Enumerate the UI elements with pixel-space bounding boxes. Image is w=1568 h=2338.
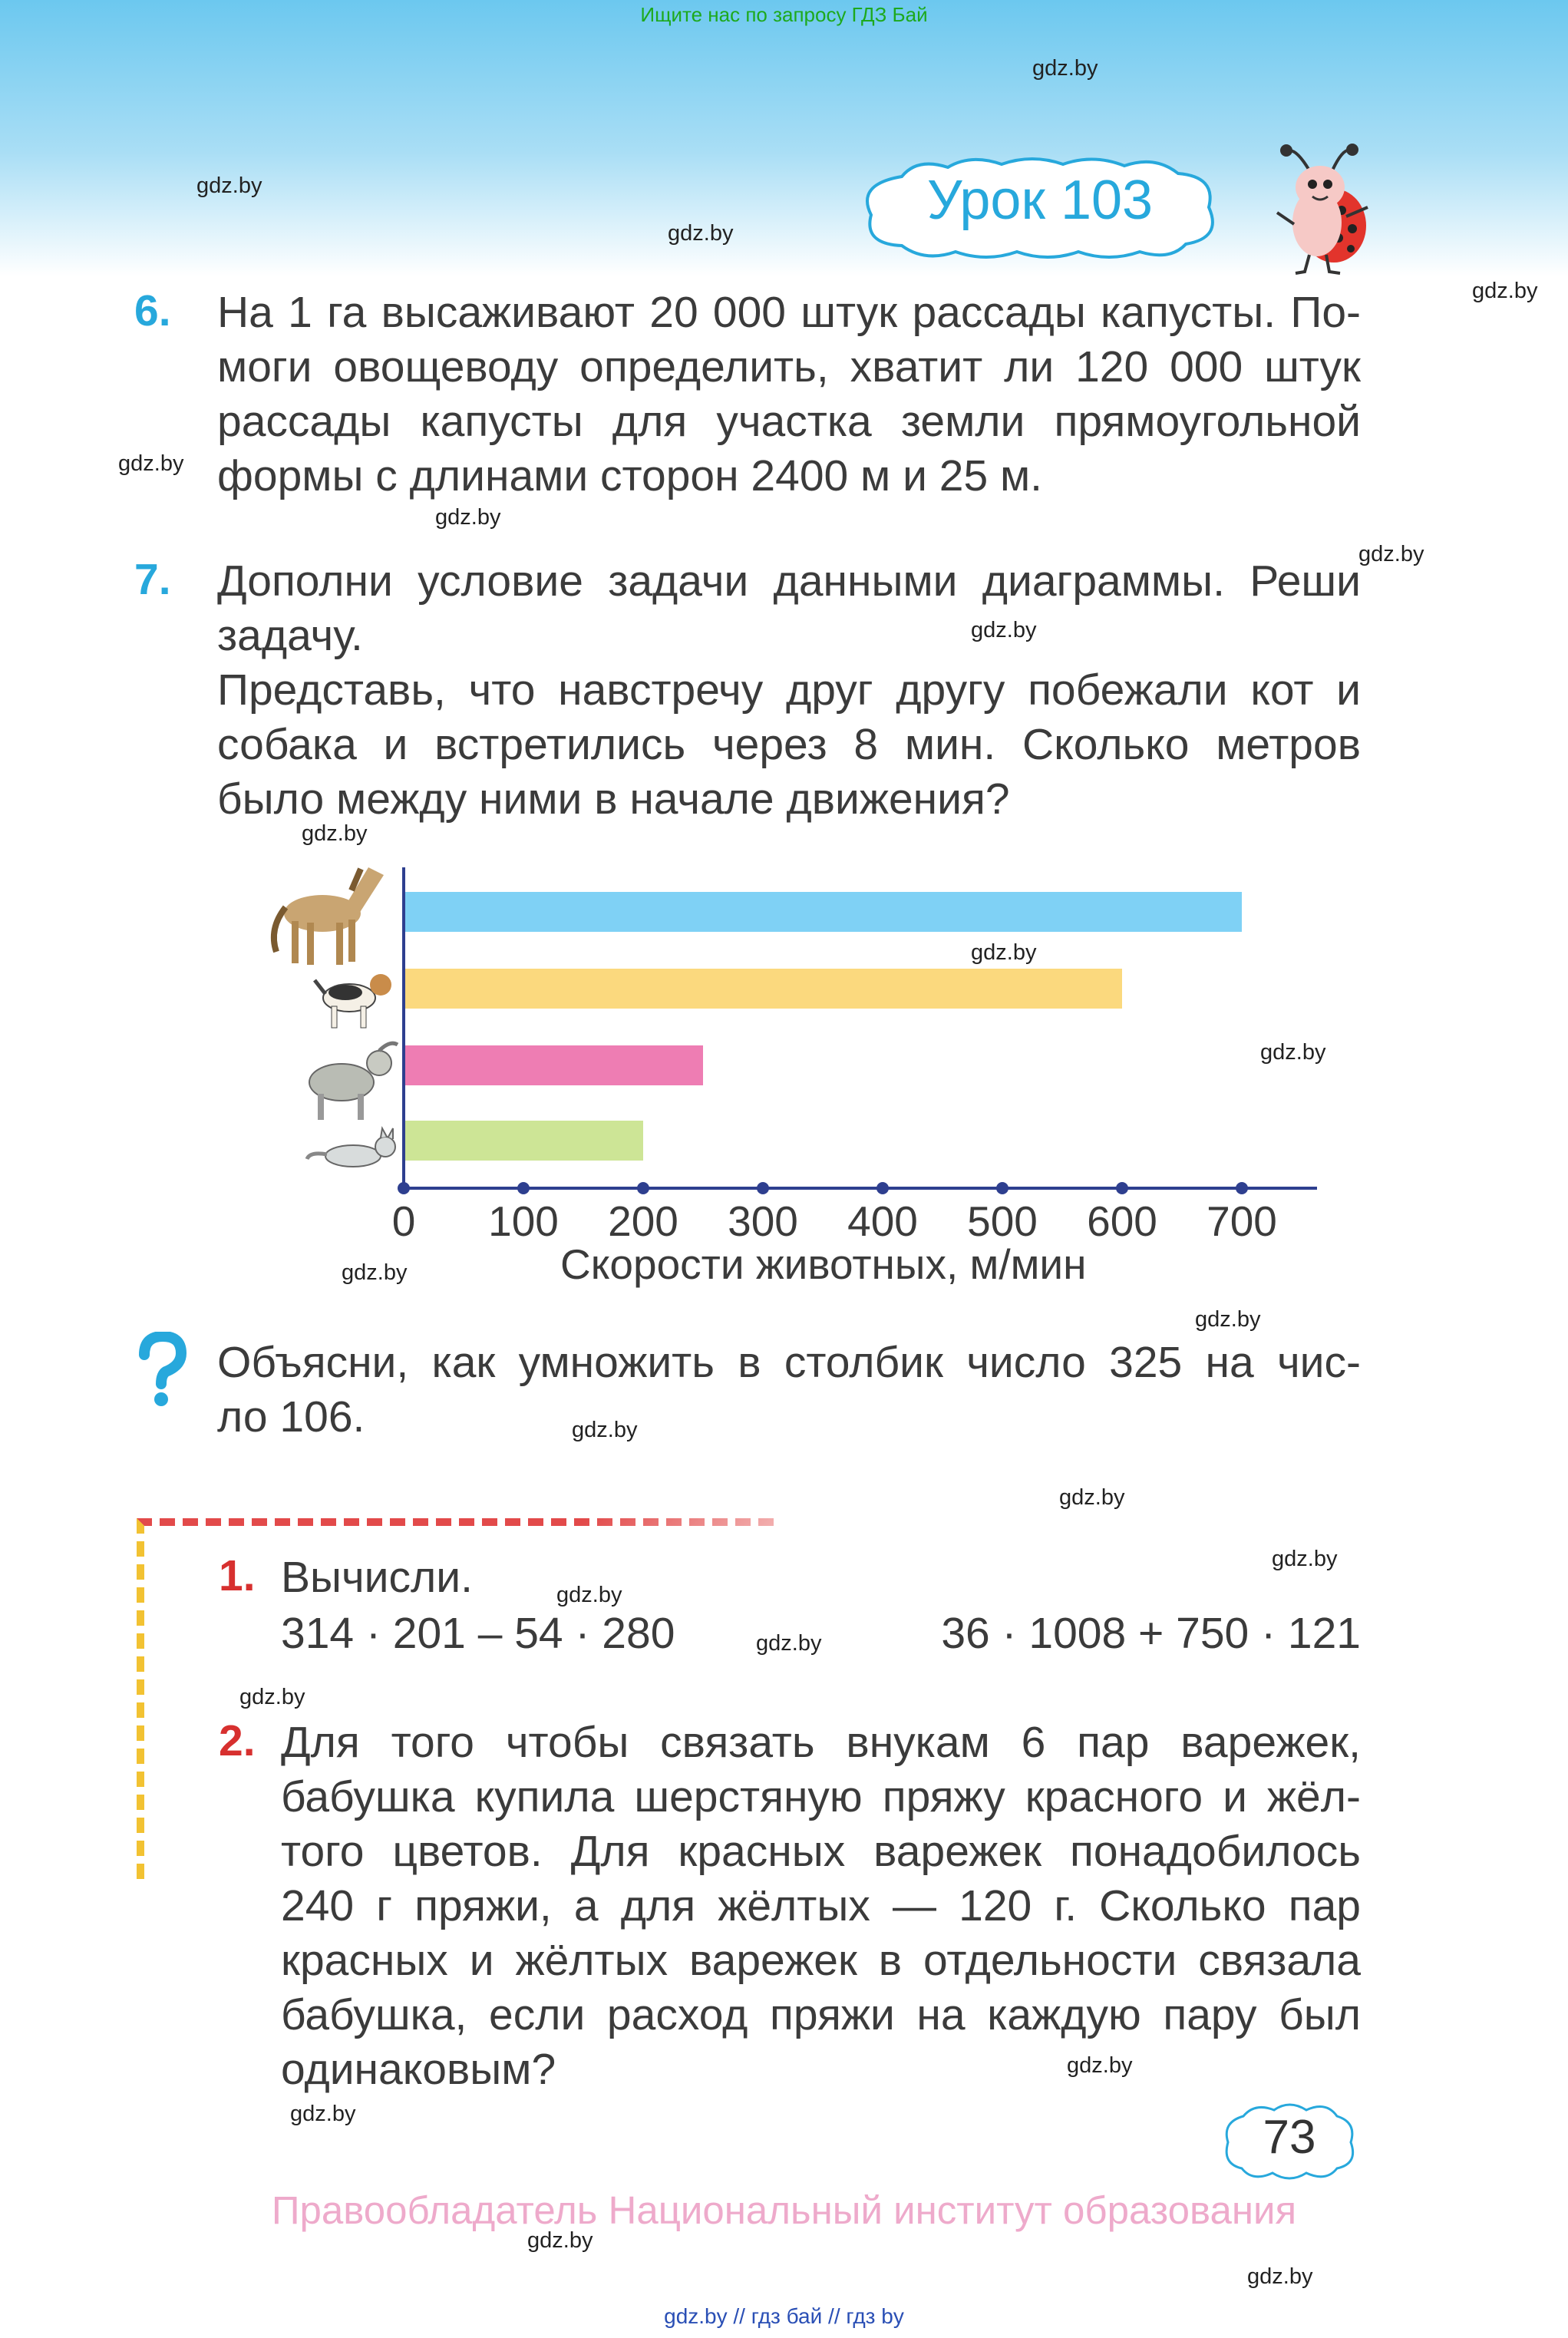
horse-icon <box>274 867 384 965</box>
watermark: gdz.by <box>239 1685 305 1709</box>
watermark: gdz.by <box>1059 1485 1125 1510</box>
bar-goat <box>404 1045 703 1085</box>
page-number-badge <box>1220 2099 1358 2184</box>
x-tick-label: 0 <box>391 1197 416 1245</box>
x-tick-label: 500 <box>967 1197 1038 1245</box>
task-line: На 1 га высаживают 20 000 штук рассады капусты. По- <box>217 288 1361 337</box>
watermark: gdz.by <box>302 821 368 846</box>
watermark: gdz.by <box>435 505 501 530</box>
lesson-header <box>856 154 1224 261</box>
task-6-text <box>217 286 1361 504</box>
x-tick-label: 400 <box>847 1197 918 1245</box>
bar-dog <box>404 969 1122 1009</box>
task-7-text <box>217 554 1361 827</box>
bar-cat <box>404 1121 643 1161</box>
task-7-number: 7. <box>134 555 171 604</box>
hw-1-title: Вычисли. <box>281 1553 473 1602</box>
hw-line: 240 г пряжи, а для жёлтых — 120 г. Сколько пар <box>281 1881 1361 1930</box>
watermark: gdz.by <box>1358 542 1424 566</box>
watermark: gdz.by <box>1195 1307 1261 1332</box>
chart-svg <box>253 852 1343 1297</box>
watermark: gdz.by <box>971 940 1037 965</box>
x-tick-label: 200 <box>608 1197 678 1245</box>
watermark: gdz.by <box>527 2228 593 2253</box>
watermark: gdz.by <box>1032 56 1098 81</box>
watermark: gdz.by <box>556 1583 622 1607</box>
hw-1-number: 1. <box>219 1551 256 1600</box>
task-line: собака и встретились через 8 мин. Сколько метров <box>217 720 1361 769</box>
hw-line: красных и жёлтых варежек в отдельности связала <box>281 1936 1361 1985</box>
x-tick-mark <box>517 1182 530 1194</box>
page-number: 73 <box>1263 2111 1316 2164</box>
task-line: рассады капусты для участка земли прямоугольной <box>217 397 1361 446</box>
watermark: gdz.by <box>572 1418 638 1442</box>
hw-1-expression-right: 36 · 1008 + 750 · 121 <box>941 1609 1361 1658</box>
x-tick-mark <box>1236 1182 1248 1194</box>
question-icon <box>130 1332 192 1412</box>
watermark: gdz.by <box>1272 1547 1338 1571</box>
watermark: gdz.by <box>196 173 262 198</box>
question-text <box>217 1336 1361 1445</box>
copyright-text: Правообладатель Национальный институт образования <box>271 2188 1297 2232</box>
dog-icon <box>315 974 391 1028</box>
hw-line: одинаковым? <box>281 2045 556 2094</box>
watermark: gdz.by <box>1247 2264 1313 2289</box>
question-line: ло 106. <box>217 1392 365 1441</box>
lesson-title: Урок 103 <box>926 170 1154 231</box>
watermark: gdz.by <box>1260 1040 1326 1065</box>
ladybug-icon <box>1273 140 1372 282</box>
hw-line: бабушка купила шерстяную пряжу красного и жёл- <box>281 1772 1361 1821</box>
x-tick-label: 700 <box>1207 1197 1277 1245</box>
x-tick-label: 100 <box>488 1197 559 1245</box>
watermark: gdz.by <box>756 1631 822 1656</box>
hw-line: Для того чтобы связать внукам 6 пар варежек, <box>281 1718 1361 1767</box>
x-tick-mark <box>637 1182 649 1194</box>
question-line: Объясни, как умножить в столбик число 325 на чис- <box>217 1338 1361 1387</box>
x-axis-label: Скорости животных, м/мин <box>560 1240 1087 1288</box>
task-line: Представь, что навстречу друг другу побежали кот и <box>217 665 1361 715</box>
x-tick-mark <box>398 1182 410 1194</box>
watermark: gdz.by <box>1472 279 1538 303</box>
hw-line: того цветов. Для красных варежек понадобилось <box>281 1827 1361 1876</box>
cat-icon <box>307 1128 395 1167</box>
goat-icon <box>309 1043 398 1120</box>
task-6-number: 6. <box>134 286 171 335</box>
watermark: gdz.by <box>290 2102 356 2126</box>
x-tick-label: 600 <box>1087 1197 1157 1245</box>
hw-2-text <box>281 1716 1361 2097</box>
task-line: было между ними в начале движения? <box>217 774 1010 824</box>
watermark: gdz.by <box>342 1260 408 1285</box>
task-line: Дополни условие задачи данными диаграммы. Реши <box>217 556 1361 606</box>
x-tick-label: 300 <box>728 1197 798 1245</box>
watermark: gdz.by <box>118 451 184 476</box>
x-tick-mark <box>996 1182 1008 1194</box>
speed-chart <box>253 852 1343 1297</box>
task-line: моги овощеводу определить, хватит ли 120 000 штук <box>217 342 1361 391</box>
x-tick-mark <box>757 1182 769 1194</box>
hw-1-expression-left: 314 · 201 – 54 · 280 <box>281 1609 675 1658</box>
watermark: gdz.by <box>971 618 1037 642</box>
watermark: gdz.by <box>668 221 734 246</box>
hw-2-number: 2. <box>219 1716 256 1765</box>
x-tick-mark <box>876 1182 889 1194</box>
task-line: задачу. <box>217 611 363 660</box>
top-banner[interactable]: Ищите нас по запросу ГДЗ Бай <box>640 3 928 26</box>
bottom-links[interactable]: gdz.by // гдз бай // гдз by <box>664 2304 904 2328</box>
watermark: gdz.by <box>1067 2053 1133 2078</box>
bar-horse <box>404 892 1242 932</box>
task-line: формы с длинами сторон 2400 м и 25 м. <box>217 451 1043 500</box>
x-tick-mark <box>1116 1182 1128 1194</box>
hw-line: бабушка, если расход пряжи на каждую пару был <box>281 1990 1361 2039</box>
